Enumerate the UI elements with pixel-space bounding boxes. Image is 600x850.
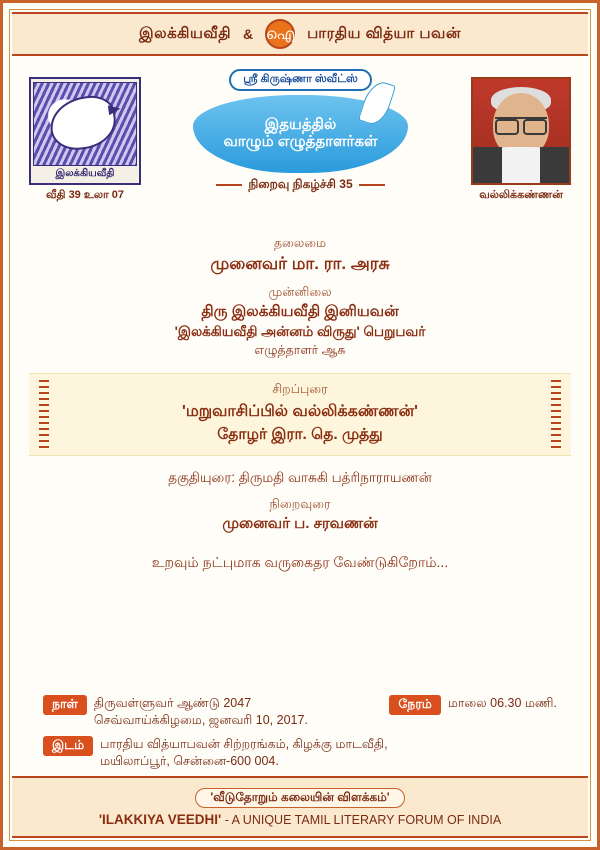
sponsor-label: ஸ்ரீ கிருஷ்ணா ஸ்வீட்ஸ் [229,69,372,91]
felicitation-line: தகுதியுரை: திருமதி வாசுகி பத்ரிநாராயணன் [168,470,432,485]
footer-forum-name: 'ILAKKIYA VEEDHI' [98,811,222,827]
special-address-label: சிறப்புரை [272,382,328,396]
venue-row [43,736,557,770]
person-chair: முனைவர் மா. ரா. அரசு [210,254,390,273]
date-line2: செவ்வாய்க்கிழமை, ஜனவரி 10, 2017. [93,712,308,727]
person-presiding: திரு இலக்கியவீதி இனியவன் [201,303,399,320]
time-chip: நேரம் [389,695,440,715]
header-band [12,12,588,56]
date-time-row [43,695,557,729]
portrait-coat [473,147,569,183]
footer-tamil-tagline: 'வீடுதோறும் கலையின் விளக்கம்' [195,788,404,808]
rule-right [359,184,385,186]
event-subtitle [188,177,413,193]
forum-logo [29,77,141,185]
logo-artwork-icon [33,82,137,166]
venue-line2: மயிலாப்பூர், சென்னை-600 004. [100,753,279,768]
venue-chip: இடம் [43,736,93,756]
squiggle-left-icon [39,380,49,449]
role-label-closing: நிறைவுரை [269,497,331,511]
time-value: மாலை 06.30 மணி. [447,696,557,710]
squiggle-right-icon [551,380,561,449]
masthead-row [23,65,577,215]
award-recipient-line: 'இலக்கியவீதி அன்னம் விருது' பெறுபவர் [174,324,426,339]
om-icon: ഐ [265,19,295,49]
event-title-blob [193,95,408,173]
rule-left [216,184,242,186]
header-right-org: பாரதிய வித்யா பவன் [307,24,461,42]
special-address-block [29,373,571,456]
date-line1: திருவள்ளுவர் ஆண்டு 2047 [93,696,252,710]
award-recipient-name: எழுத்தாளர் ஆசு [254,343,346,357]
date-text [94,695,308,729]
portrait-glasses [495,117,547,131]
portrait-caption: வல்லிக்கண்ணன் [479,189,563,201]
logo-caption: இலக்கியவீதி [55,168,115,179]
logo-sub-caption: வீதி 39 உலா 07 [45,189,125,201]
special-address-speaker: தோழர் இரா. தெ. முத்து [217,426,383,443]
special-address-topic: 'மறுவாசிப்பில் வல்லிக்கண்ணன்' [182,403,418,420]
footer-band [12,776,588,838]
program-body [29,227,571,573]
event-title-line1: இதயத்தில் [264,115,337,133]
event-emblem [188,69,413,193]
honoree-portrait [471,77,571,185]
role-label-chair: தலைமை [273,236,327,250]
footer-english-tagline: - A UNIQUE TAMIL LITERARY FORUM OF INDIA [221,812,502,827]
swan-icon [47,93,120,154]
person-closing: முனைவர் ப. சரவணன் [222,515,378,532]
role-label-presiding: முன்னிலை [268,285,332,299]
event-details [43,695,557,777]
header-left-org: இலக்கியவீதி [139,24,231,42]
footer-english [99,812,501,827]
venue-text [100,736,387,770]
invitation-line: உறவும் நட்புமாக வருகைதர வேண்டுகிறோம்... [151,554,449,570]
venue-line1: பாரதிய வித்யாபவன் சிற்றரங்கம், கிழக்கு மாடவீதி, [100,736,388,751]
event-subtitle-text: நிறைவு நிகழ்ச்சி 35 [248,177,353,191]
header-ampersand: & [242,26,254,42]
date-chip: நாள் [43,695,87,715]
event-title-line2: வாழும் எழுத்தாளர்கள் [223,133,378,151]
